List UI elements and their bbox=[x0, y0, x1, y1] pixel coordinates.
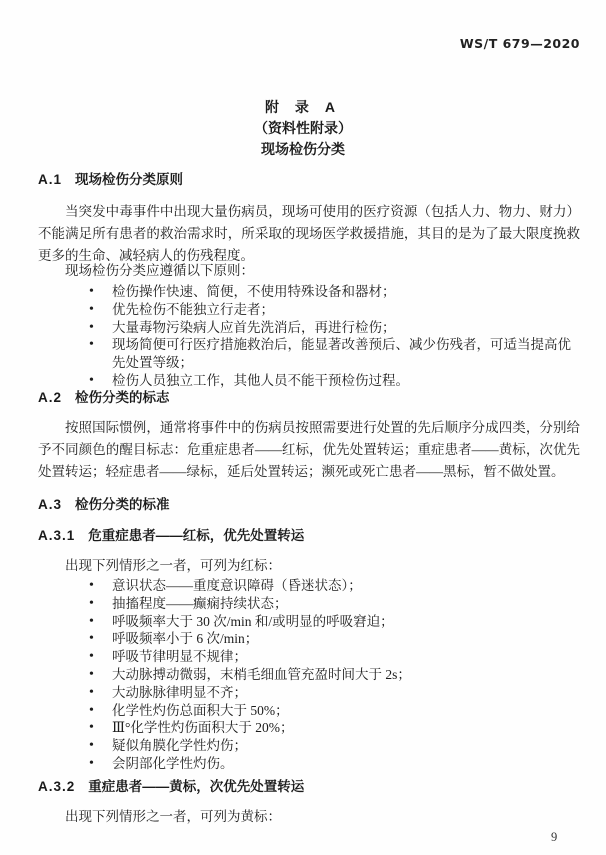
page-number: 9 bbox=[551, 830, 558, 844]
list-item: • 会阴部化学性灼伤。 bbox=[38, 755, 580, 773]
section-a31-title: 危重症患者——红标，优先处置转运 bbox=[88, 528, 305, 543]
section-a1-bullet-list bbox=[38, 283, 580, 390]
section-a32-lead: 出现下列情形之一者，可列为黄标： bbox=[65, 809, 281, 824]
section-a1-lead: 现场检伤分类应遵循以下原则： bbox=[65, 263, 254, 278]
section-a2-number: A.2 bbox=[38, 390, 63, 405]
list-item: • 抽搐程度——癫痫持续状态； bbox=[38, 595, 580, 613]
appendix-title-line3: 现场检伤分类 bbox=[261, 141, 345, 157]
list-item: • 检伤人员独立工作，其他人员不能干预检伤过程。 bbox=[38, 372, 580, 390]
list-item: • 优先检伤不能独立行走者； bbox=[38, 301, 580, 319]
list-item: • 大动脉脉律明显不齐； bbox=[38, 684, 580, 702]
list-item: • 大量毒物污染病人应首先洗消后，再进行检伤； bbox=[38, 319, 580, 337]
section-a2-title: 检伤分类的标志 bbox=[75, 390, 170, 405]
appendix-title bbox=[0, 97, 606, 160]
section-a3-number: A.3 bbox=[38, 497, 63, 512]
list-item: • 检伤操作快速、简便，不使用特殊设备和器材； bbox=[38, 283, 580, 301]
section-a3-title: 检伤分类的标准 bbox=[75, 497, 170, 512]
list-item: • 现场简便可行医疗措施救治后，能显著改善预后、减少伤残者，可适当提高优先处置等级； bbox=[38, 336, 580, 372]
list-item: • Ⅲ°化学性灼伤面积大于 20%； bbox=[38, 719, 580, 737]
section-a1-title: 现场检伤分类原则 bbox=[75, 172, 184, 187]
list-item: • 疑似角膜化学性灼伤； bbox=[38, 737, 580, 755]
list-item: • 呼吸频率小于 6 次/min； bbox=[38, 630, 580, 648]
list-item: • 呼吸节律明显不规律； bbox=[38, 648, 580, 666]
list-item: • 意识状态——重度意识障碍（昏迷状态）； bbox=[38, 577, 580, 595]
section-a3-heading bbox=[38, 497, 170, 513]
section-a2-paragraph: 按照国际惯例，通常将事件中的伤病员按照需要进行处置的先后顺序分成四类，分别给予不同颜色的醒目标志：危重症患者——红标，优先处置转运；重症患者——黄标，次优先处置转运；轻症患者——绿标，延后处置转运；濒死或死亡患者——黑标，暂不做处置。 bbox=[38, 420, 580, 479]
section-a1-paragraph: 当突发中毒事件中出现大量伤病员，现场可使用的医疗资源（包括人力、物力、财力）不能满足所有患者的救治需求时，所采取的现场医学救援措施，其目的是为了最大限度挽救更多的生命、减轻病人的伤残程度。 bbox=[38, 204, 580, 263]
list-item: • 化学性灼伤总面积大于 50%； bbox=[38, 702, 580, 720]
list-item: • 大动脉搏动微弱，末梢毛细血管充盈时间大于 2s； bbox=[38, 666, 580, 684]
section-a31-bullet-list bbox=[38, 577, 580, 773]
section-a1-heading bbox=[38, 172, 183, 188]
appendix-title-line1: 附 录 A bbox=[265, 99, 341, 115]
section-a1-number: A.1 bbox=[38, 172, 63, 187]
list-item: • 呼吸频率大于 30 次/min 和/或明显的呼吸窘迫； bbox=[38, 613, 580, 631]
standard-code: WS/T 679—2020 bbox=[459, 36, 580, 51]
section-a31-number: A.3.1 bbox=[38, 528, 76, 543]
section-a31-lead: 出现下列情形之一者，可列为红标： bbox=[65, 558, 281, 573]
section-a32-title: 重症患者——黄标，次优先处置转运 bbox=[88, 779, 305, 794]
section-a31-heading bbox=[38, 528, 304, 544]
section-a32-number: A.3.2 bbox=[38, 779, 76, 794]
section-a32-heading bbox=[38, 779, 304, 795]
section-a2-heading bbox=[38, 390, 170, 406]
appendix-title-line2: （资料性附录） bbox=[254, 120, 352, 136]
